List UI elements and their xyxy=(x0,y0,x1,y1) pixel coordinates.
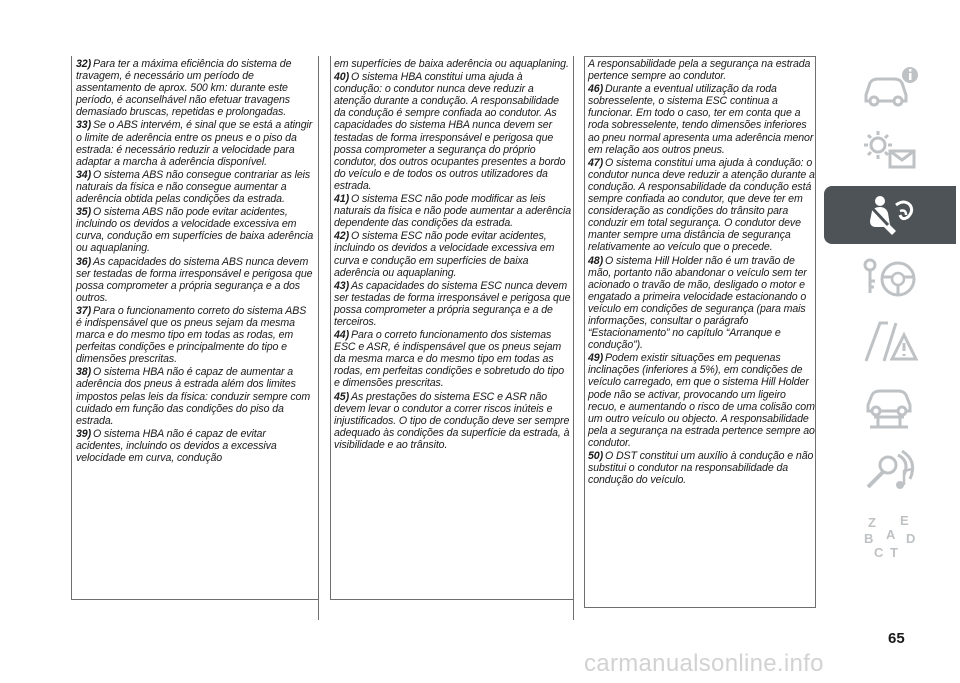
key-steering-icon xyxy=(860,255,920,303)
car-lift-icon xyxy=(860,383,920,431)
tab-starting-driving[interactable] xyxy=(824,250,956,308)
index-letter-5: C xyxy=(874,545,884,559)
note-number: 38) xyxy=(76,366,92,379)
note-text: As capacidades do sistema ESC nunca devem ser testadas de forma irresponsável e perigosa que possa comprometer a própria segurança e a de terceiros. xyxy=(334,279,571,328)
note-number: 44) xyxy=(334,329,350,342)
note-text: Se o ABS intervém, é sinal que se está a atingir o limite de aderência entre os pneus e o piso da estrada: é necessário reduzir a velocidade para adaptar a marcha à aderência disponível. xyxy=(76,119,313,168)
note-paragraph xyxy=(588,157,816,254)
note-text: em superfícies de baixa aderência ou aquaplaning. xyxy=(334,58,569,70)
note-paragraph xyxy=(334,71,572,192)
note-text: O sistema HBA constitui uma ajuda à condução: o condutor nunca deve reduzir a atenção durante a condução. A responsabilidade da condução é sempre confiada ao condutor. As capacidades do sistema HBA nunca devem ser testadas de forma irresponsável e perigosa que possa comprometer a segurança do próprio condutor, dos outros ocupantes presentes a bordo do veículo e de todos os outros utilizadores da estrada. xyxy=(334,71,566,192)
tab-safety[interactable] xyxy=(824,186,956,244)
note-number: 33) xyxy=(76,119,92,132)
note-paragraph xyxy=(76,58,314,118)
note-paragraph xyxy=(76,256,314,304)
note-number: 40) xyxy=(334,71,350,84)
note-text: O sistema ESC não pode evitar acidentes, incluindo os devidos a velocidade excessiva em curva e condução em superfícies de baixa aderência ou aquaplaning. xyxy=(334,230,555,279)
tab-maintenance[interactable] xyxy=(824,378,956,436)
note-text: O sistema constitui uma ajuda à condução: o condutor nunca deve reduzir a atenção durante a condução. A responsabilidade da condução está sempre confiada ao condutor, que deve ter em consideração as condições do trânsito para conduzir em total segurança. O condutor deve manter sempre uma distância de segurança relativamente ao veículo que o precede. xyxy=(588,156,815,254)
note-text: O sistema ABS não consegue contrariar as leis naturais da física e não consegue aumentar a aderência obtida pelas condições da estrada. xyxy=(76,168,311,206)
tab-emergency[interactable] xyxy=(824,314,956,372)
note-number: 36) xyxy=(76,255,92,268)
note-paragraph xyxy=(76,366,314,426)
tab-car-info[interactable] xyxy=(824,58,956,116)
note-number: 46) xyxy=(588,83,604,96)
note-text: O sistema ABS não pode evitar acidentes, incluindo os devidos a velocidade excessiva em curva, condução em superfícies de baixa aderência ou aquaplaning. xyxy=(76,206,314,255)
note-paragraph xyxy=(76,206,314,254)
note-paragraph xyxy=(588,450,816,486)
seatbelt-airbag-icon xyxy=(860,191,920,239)
index-letters-icon xyxy=(860,511,920,559)
note-text: As capacidades do sistema ABS nunca devem ser testadas de forma irresponsável e perigosa que possa comprometer a própria segurança e a dos outros. xyxy=(76,255,313,304)
note-paragraph xyxy=(334,329,572,389)
note-number: 45) xyxy=(334,390,350,403)
note-number: 41) xyxy=(334,193,350,206)
warning-lights-icon xyxy=(860,127,920,175)
note-paragraph xyxy=(588,352,816,449)
index-letter-6: T xyxy=(890,545,898,559)
note-number: 42) xyxy=(334,230,350,243)
note-paragraph xyxy=(76,119,314,167)
note-text: O sistema ESC não pode modificar as leis naturais da física e não pode aumentar a aderência dependente das condições da estrada. xyxy=(334,193,572,230)
note-number: 37) xyxy=(76,304,92,317)
note-paragraph xyxy=(76,169,314,205)
page-number: 65 xyxy=(888,630,905,647)
note-text: Podem existir situações em pequenas inclinações (inferiores a 5%), em condições de veículo carregado, em que o sistema Hill Holder pode não se activar, provocando um ligeiro recuo, e aumentando o risco de uma colisão com um outro veículo ou objecto. A responsabilidade pela a segurança na estrada pertence sempre ao condutor. xyxy=(588,352,815,449)
note-number: 35) xyxy=(76,206,92,219)
note-number: 50) xyxy=(588,450,604,462)
text-column-3 xyxy=(588,58,816,487)
tools-multimedia-icon xyxy=(860,447,920,495)
note-paragraph xyxy=(76,428,314,464)
note-text: Durante a eventual utilização da roda sobresselente, o sistema ESC continua a funcionar. Em todo o caso, ter em conta que a roda sobresselente, tendo dimensões inferiores ao pneu normal apresenta uma aderência menor em relação aos outros pneus. xyxy=(588,83,814,156)
column-divider-1 xyxy=(318,56,319,620)
tab-warning-lights[interactable] xyxy=(824,122,956,180)
index-letter-7: A xyxy=(886,527,896,542)
note-paragraph xyxy=(334,391,572,451)
index-letter-4: D xyxy=(906,531,916,546)
note-text: A responsabilidade pela a segurança na estrada pertence sempre ao condutor. xyxy=(588,58,811,83)
note-text: Para o correto funcionamento dos sistemas ESC e ASR, é indispensável que os pneus sejam da mesma marca e do mesmo tipo em todas as rodas, em perfeitas condições e sobretudo do tipo e dimensões prescritas. xyxy=(334,329,565,390)
text-column-1 xyxy=(76,58,314,465)
note-text: Para o funcionamento correto do sistema ABS é indispensável que os pneus sejam da mesma marca e do mesmo tipo em todas as rodas, em perfeitas condições e principalmente do tipo e dimensões prescritas. xyxy=(76,304,307,366)
note-text: O sistema HBA não é capaz de evitar acidentes, incluindo os devidos a excessiva velocidade em curva, condução xyxy=(76,427,277,464)
note-text: O sistema HBA não é capaz de aumentar a aderência dos pneus à estrada além dos limites impostos pelas leis da física: conduzir sempre com cuidado em função das condições do piso da estrada. xyxy=(76,366,311,427)
note-paragraph xyxy=(76,305,314,365)
index-letter-3: B xyxy=(864,531,874,546)
road-hazard-icon xyxy=(860,319,920,367)
note-paragraph xyxy=(588,255,816,352)
note-text: O DST constitui um auxílio à condução e não substitui o condutor na responsabilidade da condução do veículo. xyxy=(588,450,814,487)
note-number: 34) xyxy=(76,168,92,181)
note-number: 32) xyxy=(76,58,92,70)
note-number: 49) xyxy=(588,352,604,365)
note-paragraph xyxy=(334,280,572,328)
note-paragraph xyxy=(588,83,816,156)
note-paragraph xyxy=(588,58,816,82)
note-number: 47) xyxy=(588,156,604,169)
note-number: 43) xyxy=(334,279,350,292)
text-column-2 xyxy=(334,58,572,452)
note-paragraph xyxy=(334,193,572,229)
car-info-icon xyxy=(860,63,920,111)
index-letter-1: Z xyxy=(868,515,876,530)
watermark: carmanualsonline.info xyxy=(584,650,824,677)
tab-index[interactable] xyxy=(824,506,956,564)
note-number: 39) xyxy=(76,427,92,440)
note-paragraph xyxy=(334,230,572,278)
note-text: Para ter a máxima eficiência do sistema de travagem, é necessário um período de assentamento de aprox. 500 km: durante este período, é aconselhável não efetuar travagens demasiado bruscas, repetidas e prolongadas. xyxy=(76,58,292,119)
note-text: As prestações do sistema ESC e ASR não devem levar o condutor a correr riscos inúteis e injustificados. O tipo de condução deve ser sempre adequado às condições da superfície da estrada, à visibilidade e ao trânsito. xyxy=(334,390,570,451)
tab-technical-data[interactable] xyxy=(824,442,956,500)
note-text: O sistema Hill Holder não é um travão de mão, portanto não abandonar o veículo sem ter acionado o travão de mão, desligado o motor e engatado a primeira velocidade estacionando o veículo em condições de segurança (para mais informações, consultar o parágrafo “Estacionamento” no capítulo “Arranque e condução”). xyxy=(588,254,807,352)
note-number: 48) xyxy=(588,254,604,267)
index-letter-2: E xyxy=(900,513,909,528)
note-paragraph xyxy=(334,58,572,70)
column-divider-2 xyxy=(573,56,574,620)
